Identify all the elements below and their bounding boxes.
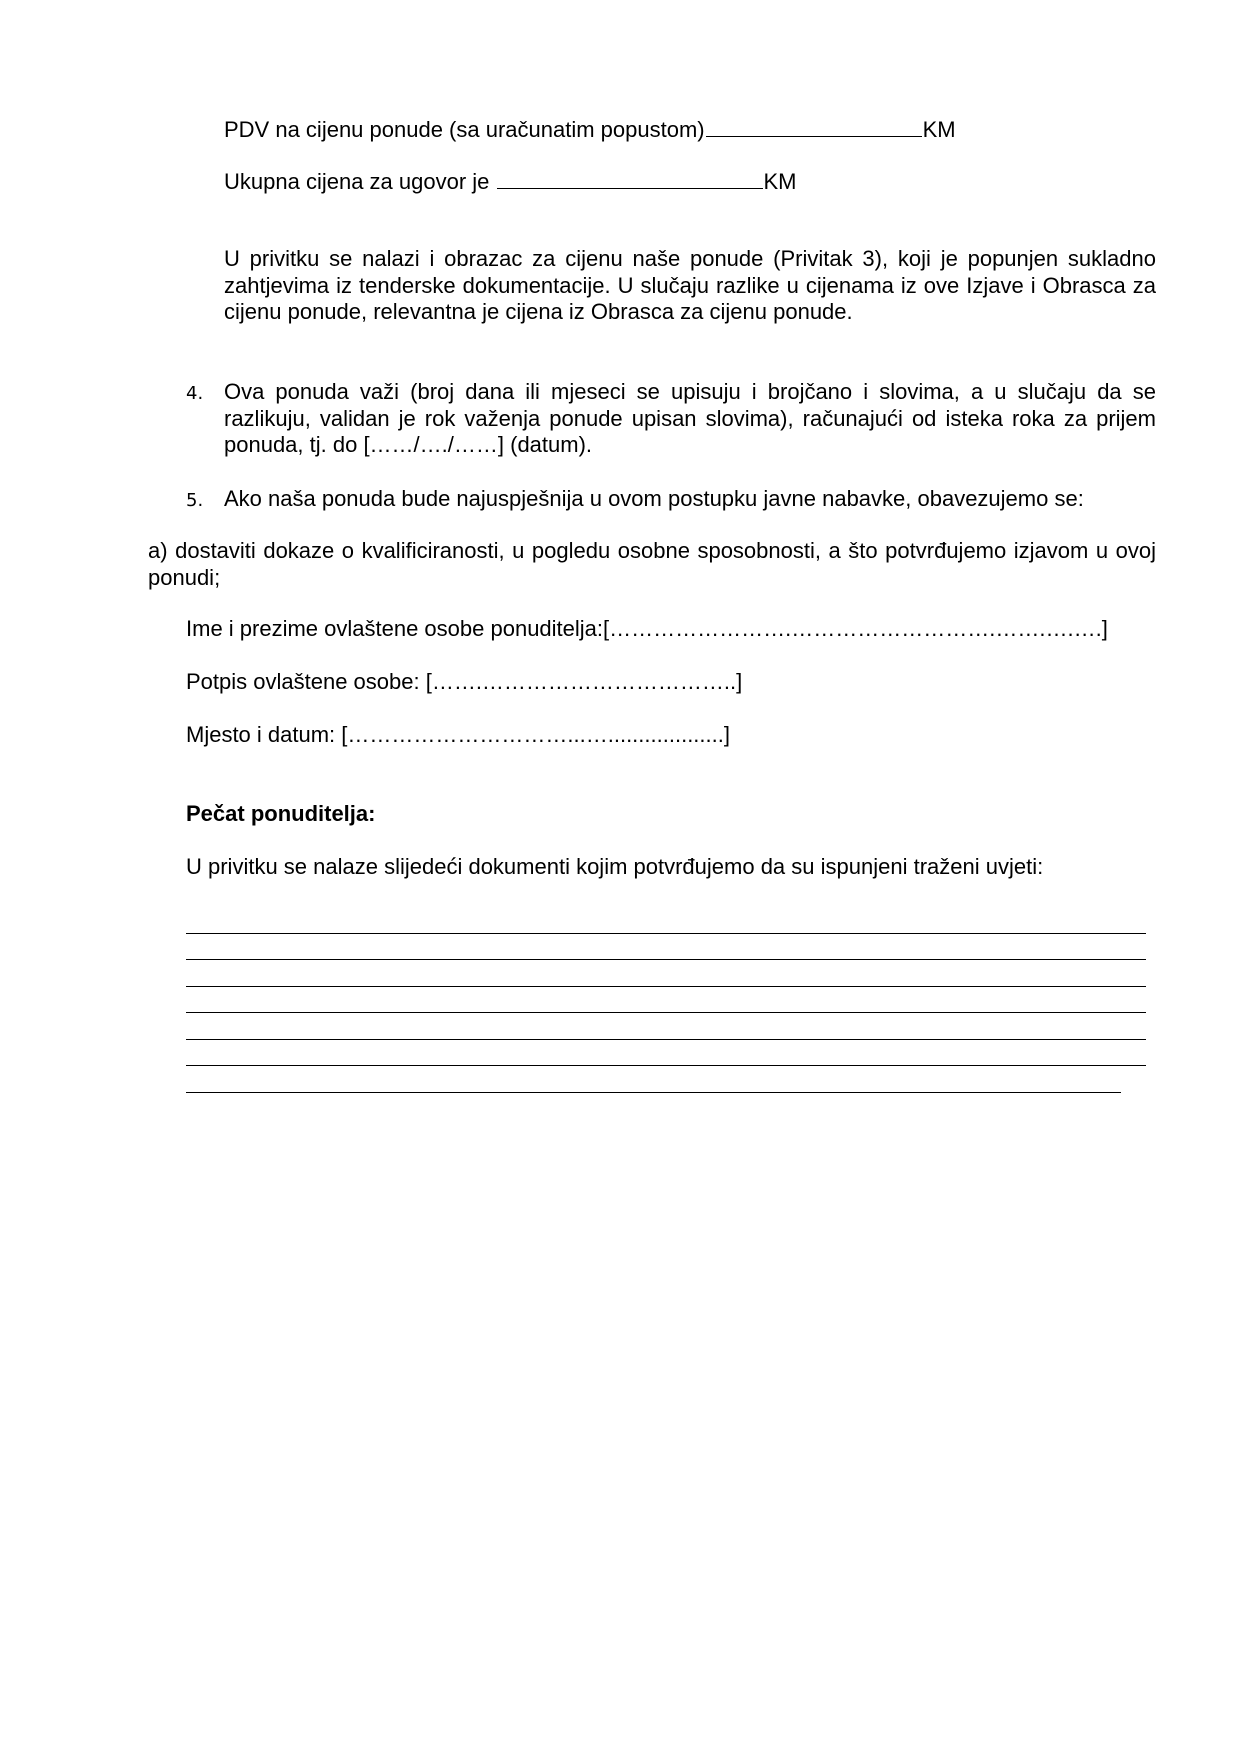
- dokumenti-line: U privitku se nalaze slijedeći dokumenti kojim potvrđujemo da su ispunjeni traženi uvjeti:: [186, 854, 1044, 879]
- list-text: Ova ponuda važi (broj dana ili mjeseci se upisuju i brojčano i slovima, a u slučaju da se razlikuju, validan je rok važenja ponude upisan slovima), računajući od isteka roka za prijem ponuda, tj. do [……/…./……] (datum).: [224, 379, 1156, 457]
- list-number: 5.: [186, 490, 204, 511]
- attachment-line-6[interactable]: [186, 1065, 1146, 1066]
- privitak-paragraph: U privitku se nalazi i obrazac za cijenu naše ponude (Privitak 3), koji je popunjen sukladno zahtjevima iz tenderske dokumentacije. U slučaju razlike u cijenama iz ove Izjave i Obrasca za cijenu ponude, relevantna je cijena iz Obrasca za cijenu ponude.: [224, 246, 1156, 324]
- ukupna-line: [224, 168, 797, 195]
- pdv-line: [224, 116, 956, 143]
- list-item-5: [186, 486, 1156, 514]
- list-number: 4.: [186, 383, 204, 404]
- pdv-label: PDV na cijenu ponude (sa uračunatim popustom): [224, 117, 705, 142]
- ukupna-amount-blank[interactable]: [497, 168, 763, 189]
- pdv-amount-blank[interactable]: [706, 116, 922, 137]
- list-text: Ako naša ponuda bude najuspješnija u ovom postupku javne nabavke, obavezujemo se:: [224, 486, 1084, 511]
- ime-line: Ime i prezime ovlaštene osobe ponuditelja:[…………………….……………………….…….….….]: [186, 616, 1108, 641]
- ukupna-unit: KM: [763, 169, 797, 194]
- ukupna-label: Ukupna cijena za ugovor je: [224, 169, 496, 194]
- attachment-line-4[interactable]: [186, 1012, 1146, 1013]
- attachment-line-7[interactable]: [186, 1092, 1121, 1093]
- attachment-line-3[interactable]: [186, 986, 1146, 987]
- potpis-line: Potpis ovlaštene osobe: […….……………………………..]: [186, 669, 743, 694]
- attachment-line-1[interactable]: [186, 933, 1146, 934]
- attachment-line-5[interactable]: [186, 1039, 1146, 1040]
- pecat-heading: Pečat ponuditelja:: [186, 801, 376, 826]
- mjesto-line: Mjesto i datum: […………………………...…...................]: [186, 722, 730, 747]
- sub-item-a: a) dostaviti dokaze o kvalificiranosti, u pogledu osobne sposobnosti, a što potvrđujemo izjavom u ovoj ponudi;: [148, 538, 1156, 590]
- list-item-4: [186, 379, 1156, 459]
- pdv-unit: KM: [922, 117, 956, 142]
- attachment-line-2[interactable]: [186, 959, 1146, 960]
